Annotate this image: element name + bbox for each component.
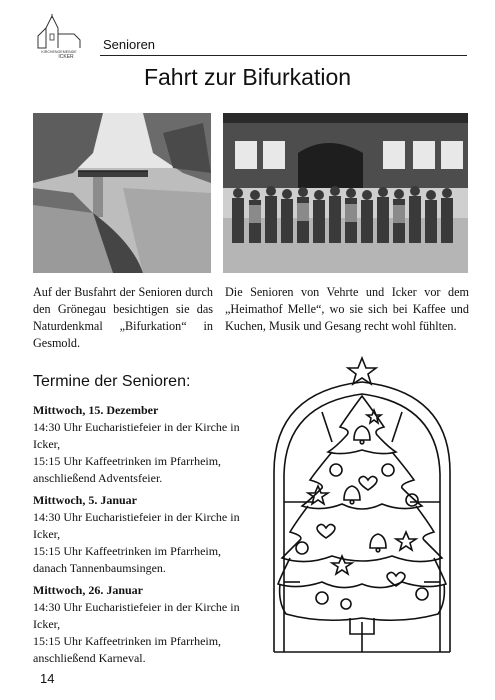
event-date: Mittwoch, 26. Januar xyxy=(33,583,143,597)
termine-heading: Termine der Senioren: xyxy=(33,373,191,390)
caption-right: Die Senioren von Vehrte und Icker vor dem „Heimathof Melle“, wo sie sich bei Kaffee und Kuchen, Musik und Gesang recht wohl fühlten. xyxy=(225,285,469,333)
event-item xyxy=(33,582,258,667)
header-divider xyxy=(100,55,467,56)
logo-text-bottom: ICKER xyxy=(58,54,74,58)
logo-text-top: KIRCHENGEMEINDE xyxy=(41,50,77,54)
event-date: Mittwoch, 15. Dezember xyxy=(33,403,159,417)
event-line: 14:30 Uhr Eucharistiefeier in der Kirche in Icker, xyxy=(33,420,240,451)
event-date: Mittwoch, 5. Januar xyxy=(33,493,137,507)
event-item xyxy=(33,492,258,577)
event-line: 15:15 Uhr Kaffeetrinken im Pfarrheim, anschließend Adventsfeier. xyxy=(33,454,222,485)
church-logo-icon xyxy=(30,14,88,58)
event-line: 14:30 Uhr Eucharistiefeier in der Kirche in Icker, xyxy=(33,510,240,541)
christmas-tree-window-icon xyxy=(262,352,477,657)
caption-left: Auf der Busfahrt der Senioren durch den Grönegau besichtigen sie das Naturdenkmal „Bifurkation“ in Gesmold. xyxy=(33,285,213,350)
group-photo xyxy=(223,113,468,273)
event-line: 15:15 Uhr Kaffeetrinken im Pfarrheim, anschließend Karneval. xyxy=(33,634,222,665)
event-line: 14:30 Uhr Eucharistiefeier in der Kirche in Icker, xyxy=(33,600,240,631)
events-list xyxy=(33,402,258,672)
event-item xyxy=(33,402,258,487)
section-label: Senioren xyxy=(103,37,156,52)
article-title: Fahrt zur Bifurkation xyxy=(143,64,352,90)
page-number: 14 xyxy=(40,671,55,686)
bifurcation-photo xyxy=(33,113,211,273)
event-line: 15:15 Uhr Kaffeetrinken im Pfarrheim, danach Tannenbaumsingen. xyxy=(33,544,222,575)
